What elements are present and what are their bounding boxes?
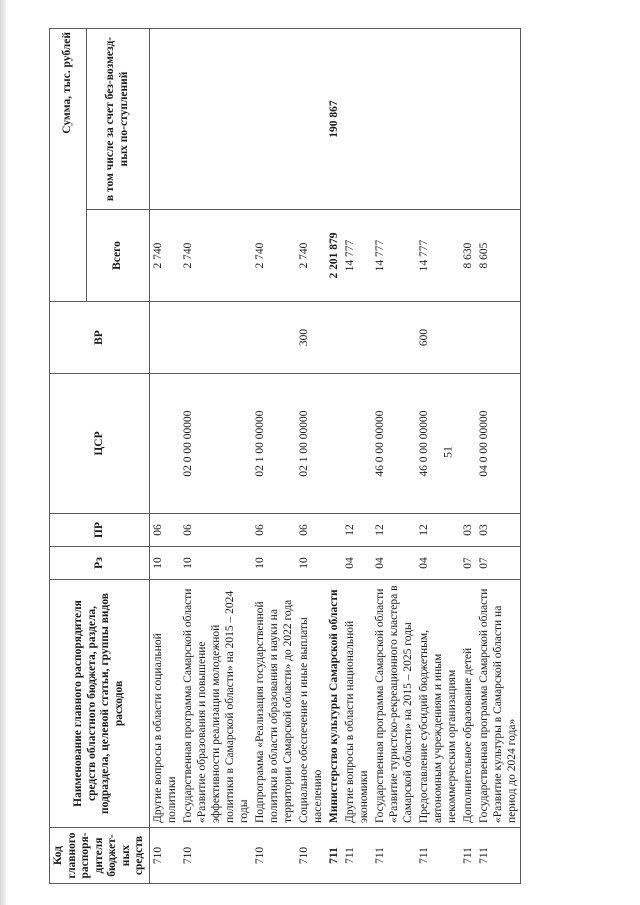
total-cell: 8 605 — [476, 210, 521, 302]
total-cell: 14 777 — [416, 210, 460, 302]
pr-cell: 03 — [476, 514, 521, 547]
rz-cell: 04 — [342, 547, 372, 580]
name-cell: Государственная программа Самарской области «Развитие образования и повышение эффективности реализации молодежной политики в Самарской области» на 2015 – 2024 годы — [180, 580, 252, 828]
rz-cell: 10 — [296, 547, 326, 580]
rz-cell: 07 — [460, 547, 476, 580]
header-incl: в том числе за счет без-возмезд-ных по-ступлений — [86, 29, 149, 210]
pr-cell — [326, 514, 342, 547]
total-cell: 2 740 — [296, 210, 326, 302]
table-row — [342, 29, 372, 884]
name-cell: Предоставление субсидий бюджетным, автономным учреждениям и иным некоммерческим организациям — [416, 580, 460, 828]
rz-cell: 07 — [476, 547, 521, 580]
vr-cell — [476, 302, 521, 374]
csr-cell: 02 0 00 00000 — [180, 374, 252, 514]
table-row — [149, 29, 180, 884]
pr-cell: 12 — [372, 514, 416, 547]
incl-cell — [149, 29, 180, 210]
code-cell: 710 — [252, 828, 296, 884]
header-pr: ПР — [50, 514, 150, 547]
table-row — [252, 29, 296, 884]
csr-cell: 46 0 00 00000 — [416, 374, 460, 514]
code-cell: 711 — [416, 828, 460, 884]
header-amount: Сумма, тыс. рублей — [50, 29, 87, 302]
pr-cell: 06 — [296, 514, 326, 547]
total-cell: 14 777 — [342, 210, 372, 302]
csr-cell: 02 1 00 00000 — [252, 374, 296, 514]
vr-cell — [342, 302, 372, 374]
rz-cell: 10 — [149, 547, 180, 580]
code-cell: 710 — [180, 828, 252, 884]
pr-cell: 06 — [180, 514, 252, 547]
header-name: Наименование главного распорядителя средств областного бюджета, раздела, подраздела, целевой статьи, группы видов расходов — [50, 580, 150, 828]
vr-cell — [326, 302, 342, 374]
vr-cell — [460, 302, 476, 374]
code-cell: 711 — [476, 828, 521, 884]
vr-cell: 300 — [296, 302, 326, 374]
pr-cell: 06 — [252, 514, 296, 547]
header-csr: ЦСР — [50, 374, 150, 514]
page-number: 51 — [440, 446, 455, 458]
header-vr: ВР — [50, 302, 150, 374]
name-cell: Государственная программа Самарской области «Развитие культуры в Самарской области на период до 2024 года» — [476, 580, 521, 828]
csr-cell — [342, 374, 372, 514]
total-cell: 2 201 879 — [326, 210, 342, 302]
csr-cell: 02 1 00 00000 — [296, 374, 326, 514]
total-cell: 2 740 — [149, 210, 180, 302]
header-code: Код главного распоря-дителя бюджет-ных средств — [50, 828, 150, 884]
table-row — [476, 29, 521, 884]
name-cell: Дополнительное образование детей — [460, 580, 476, 828]
incl-cell: 190 867 — [326, 29, 342, 210]
table-row — [460, 29, 476, 884]
code-cell: 711 — [342, 828, 372, 884]
incl-cell — [252, 29, 296, 210]
rz-cell — [326, 547, 342, 580]
scan-edge — [0, 0, 6, 905]
budget-table — [49, 28, 521, 884]
csr-cell — [149, 374, 180, 514]
total-cell: 2 740 — [180, 210, 252, 302]
csr-cell: 46 0 00 00000 — [372, 374, 416, 514]
incl-cell — [342, 29, 372, 210]
rz-cell: 10 — [252, 547, 296, 580]
table-row — [326, 29, 342, 884]
total-cell: 14 777 — [372, 210, 416, 302]
code-cell: 711 — [372, 828, 416, 884]
code-cell: 710 — [149, 828, 180, 884]
total-cell: 8 630 — [460, 210, 476, 302]
pr-cell: 12 — [416, 514, 460, 547]
code-cell: 711 — [326, 828, 342, 884]
incl-cell — [460, 29, 476, 210]
table-body — [149, 29, 520, 884]
rz-cell: 04 — [372, 547, 416, 580]
incl-cell — [296, 29, 326, 210]
incl-cell — [372, 29, 416, 210]
csr-cell — [326, 374, 342, 514]
table-row — [372, 29, 416, 884]
total-cell: 2 740 — [252, 210, 296, 302]
incl-cell — [180, 29, 252, 210]
csr-cell — [460, 374, 476, 514]
pr-cell: 03 — [460, 514, 476, 547]
rz-cell: 04 — [416, 547, 460, 580]
pr-cell: 12 — [342, 514, 372, 547]
name-cell: Подпрограмма «Реализация государственной политики в области образования и науки на территории Самарской области» до 2022 года — [252, 580, 296, 828]
table-row — [296, 29, 326, 884]
table-header — [50, 29, 150, 884]
vr-cell — [252, 302, 296, 374]
name-cell: Министерство культуры Самарской области — [326, 580, 342, 828]
csr-cell: 04 0 00 00000 — [476, 374, 521, 514]
table-row — [416, 29, 460, 884]
name-cell: Государственная программа Самарской области «Развитие туристско-рекреационного кластера в Самарской области» на 2015 – 2025 годы — [372, 580, 416, 828]
header-rz: Рз — [50, 547, 150, 580]
vr-cell — [149, 302, 180, 374]
header-total: Всего — [86, 210, 149, 302]
vr-cell: 600 — [416, 302, 460, 374]
code-cell: 710 — [296, 828, 326, 884]
rz-cell: 10 — [180, 547, 252, 580]
name-cell: Другие вопросы в области социальной политики — [149, 580, 180, 828]
name-cell: Другие вопросы в области национальной экономики — [342, 580, 372, 828]
code-cell: 711 — [460, 828, 476, 884]
name-cell: Социальное обеспечение и иные выплаты населению — [296, 580, 326, 828]
incl-cell — [416, 29, 460, 210]
vr-cell — [180, 302, 252, 374]
incl-cell — [476, 29, 521, 210]
pr-cell: 06 — [149, 514, 180, 547]
rotated-page-content — [49, 29, 609, 884]
vr-cell — [372, 302, 416, 374]
table-row — [180, 29, 252, 884]
